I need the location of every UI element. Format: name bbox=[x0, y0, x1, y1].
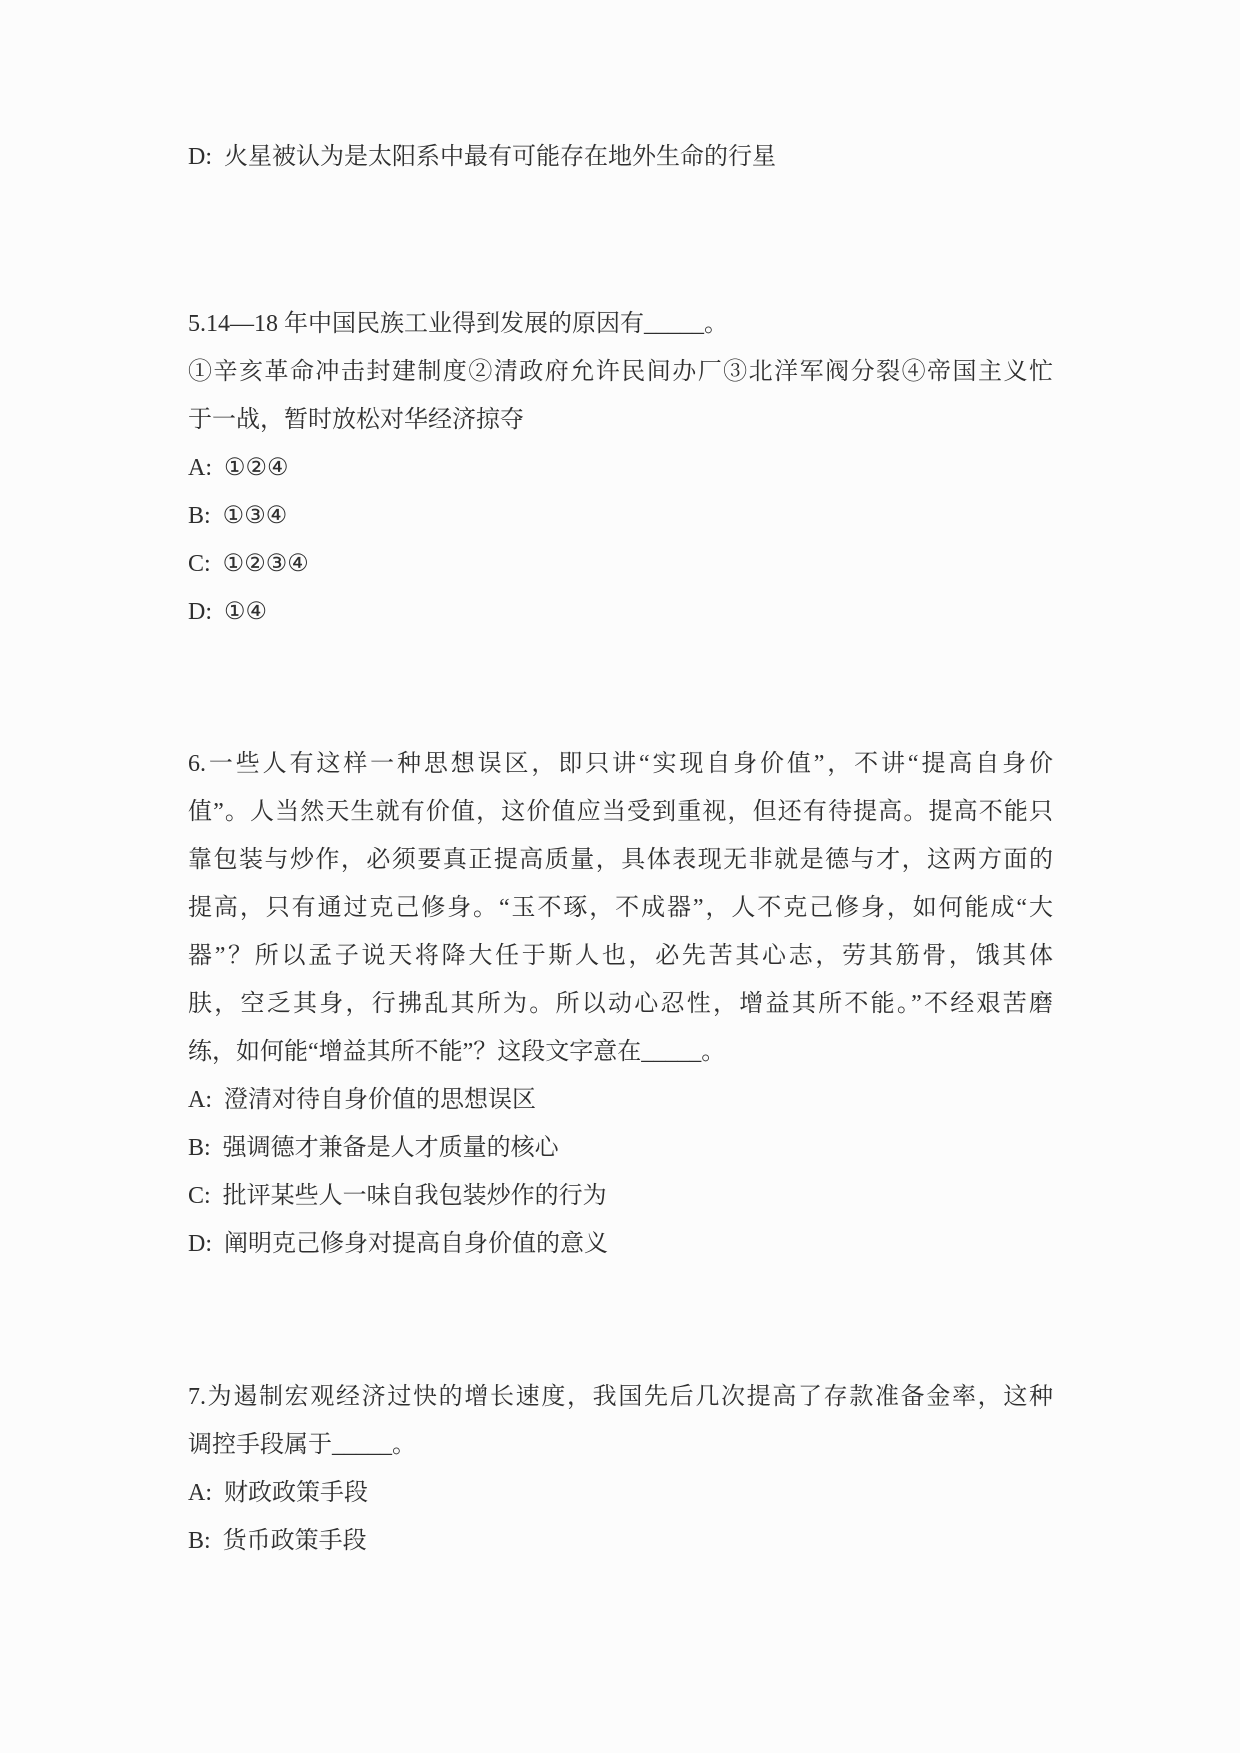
answer-option-line: A: 澄清对待自身价值的思想误区 bbox=[188, 1087, 536, 1113]
answer-option-line: D: 火星被认为是太阳系中最有可能存在地外生命的行星 bbox=[188, 144, 776, 170]
question-stem-line: 6.一些人有这样一种思想误区，即只讲“实现自身价值”，不讲“提高自身价 bbox=[188, 751, 1053, 777]
question-stem-line: 调控手段属于_____。 bbox=[188, 1432, 416, 1458]
question-stem-line: 器”？所以孟子说天将降大任于斯人也，必先苦其心志，劳其筋骨，饿其体 bbox=[188, 943, 1053, 969]
question-stem-line: 肤，空乏其身，行拂乱其所为。所以动心忍性，增益其所不能。”不经艰苦磨 bbox=[188, 991, 1053, 1017]
question-stem-line: 5.14—18 年中国民族工业得到发展的原因有_____。 bbox=[188, 311, 728, 337]
question-stem-line: 练，如何能“增益其所不能”？这段文字意在_____。 bbox=[188, 1039, 726, 1065]
answer-option-line: C: ①②③④ bbox=[188, 551, 309, 577]
question-stem-line: ①辛亥革命冲击封建制度②清政府允许民间办厂③北洋军阀分裂④帝国主义忙 bbox=[188, 359, 1053, 385]
answer-option-line: D: ①④ bbox=[188, 599, 268, 625]
question-stem-line: 提高，只有通过克己修身。“玉不琢，不成器”，人不克己修身，如何能成“大 bbox=[188, 895, 1053, 921]
question-stem-line: 7.为遏制宏观经济过快的增长速度，我国先后几次提高了存款准备金率，这种 bbox=[188, 1384, 1053, 1410]
question-stem-line: 于一战，暂时放松对华经济掠夺 bbox=[188, 407, 524, 433]
question-6 bbox=[188, 740, 1053, 1268]
question-5 bbox=[188, 300, 1053, 636]
answer-option-line: D: 阐明克己修身对提高自身价值的意义 bbox=[188, 1231, 608, 1257]
answer-option-line: A: 财政政策手段 bbox=[188, 1480, 368, 1506]
answer-option-line: B: ①③④ bbox=[188, 503, 288, 529]
question-4-partial bbox=[188, 133, 1053, 181]
answer-option-line: B: 货币政策手段 bbox=[188, 1528, 367, 1554]
answer-option-line: C: 批评某些人一味自我包装炒作的行为 bbox=[188, 1183, 607, 1209]
answer-option-line: A: ①②④ bbox=[188, 455, 289, 481]
question-stem-line: 靠包装与炒作，必须要真正提高质量，具体表现无非就是德与才，这两方面的 bbox=[188, 847, 1053, 873]
question-stem-line: 值”。人当然天生就有价值，这价值应当受到重视，但还有待提高。提高不能只 bbox=[188, 799, 1053, 825]
question-7 bbox=[188, 1373, 1053, 1565]
answer-option-line: B: 强调德才兼备是人才质量的核心 bbox=[188, 1135, 559, 1161]
